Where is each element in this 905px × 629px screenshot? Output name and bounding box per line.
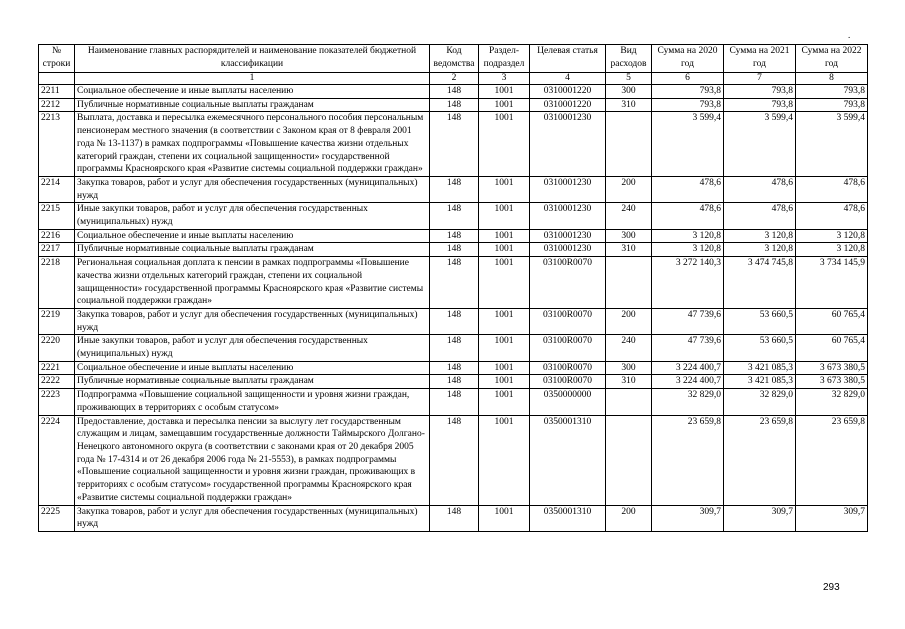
header-expense-type: Вид расходов (606, 45, 652, 73)
sum-2020: 793,8 (652, 85, 724, 99)
section-code: 1001 (479, 112, 530, 177)
expense-type-code: 200 (606, 176, 652, 202)
target-item-code: 03100R0070 (530, 361, 606, 375)
sum-2022: 478,6 (796, 176, 868, 202)
expense-type-code: 200 (606, 505, 652, 531)
target-item-code: 0310001230 (530, 229, 606, 243)
row-number: 2222 (39, 375, 75, 389)
column-number: 2 (430, 73, 479, 85)
section-code: 1001 (479, 335, 530, 361)
section-code: 1001 (479, 415, 530, 505)
section-code: 1001 (479, 375, 530, 389)
row-number: 2223 (39, 389, 75, 415)
header-name: Наименование главных распорядителей и наименование показателей бюджетной классификации (75, 45, 430, 73)
department-code: 148 (430, 389, 479, 415)
row-number: 2211 (39, 85, 75, 99)
department-code: 148 (430, 375, 479, 389)
section-code: 1001 (479, 243, 530, 257)
row-name: Закупка товаров, работ и услуг для обеспечения государственных (муниципальных) нужд (75, 308, 430, 334)
row-number: 2221 (39, 361, 75, 375)
section-code: 1001 (479, 389, 530, 415)
column-number: 3 (479, 73, 530, 85)
column-number: 4 (530, 73, 606, 85)
sum-2020: 32 829,0 (652, 389, 724, 415)
target-item-code: 03100R0070 (530, 308, 606, 334)
sum-2021: 53 660,5 (724, 335, 796, 361)
table-row (39, 176, 868, 202)
table-row (39, 98, 868, 112)
expense-type-code: 310 (606, 243, 652, 257)
department-code: 148 (430, 415, 479, 505)
expense-type-code: 240 (606, 335, 652, 361)
column-number: 7 (724, 73, 796, 85)
sum-2020: 309,7 (652, 505, 724, 531)
section-code: 1001 (479, 176, 530, 202)
department-code: 148 (430, 505, 479, 531)
expense-type-code: 240 (606, 203, 652, 229)
section-code: 1001 (479, 308, 530, 334)
sum-2021: 3 120,8 (724, 243, 796, 257)
table-row (39, 203, 868, 229)
expense-type-code (606, 389, 652, 415)
sum-2021: 3 599,4 (724, 112, 796, 177)
row-number: 2217 (39, 243, 75, 257)
column-number: 1 (75, 73, 430, 85)
header-target-item: Целевая статья (530, 45, 606, 73)
target-item-code: 0310001230 (530, 176, 606, 202)
sum-2020: 47 739,6 (652, 335, 724, 361)
table-row (39, 335, 868, 361)
expense-type-code: 300 (606, 361, 652, 375)
department-code: 148 (430, 243, 479, 257)
sum-2021: 309,7 (724, 505, 796, 531)
sum-2021: 3 120,8 (724, 229, 796, 243)
column-number-row (39, 73, 868, 85)
sum-2021: 23 659,8 (724, 415, 796, 505)
section-code: 1001 (479, 257, 530, 309)
row-name: Социальное обеспечение и иные выплаты населению (75, 229, 430, 243)
sum-2022: 3 673 380,5 (796, 375, 868, 389)
target-item-code: 03100R0070 (530, 257, 606, 309)
department-code: 148 (430, 361, 479, 375)
department-code: 148 (430, 176, 479, 202)
department-code: 148 (430, 112, 479, 177)
table-row (39, 243, 868, 257)
header-sum-2022: Сумма на 2022 год (796, 45, 868, 73)
section-code: 1001 (479, 361, 530, 375)
sum-2021: 53 660,5 (724, 308, 796, 334)
department-code: 148 (430, 85, 479, 99)
target-item-code: 0350001310 (530, 505, 606, 531)
row-number: 2212 (39, 98, 75, 112)
sum-2020: 3 120,8 (652, 229, 724, 243)
sum-2021: 3 421 085,3 (724, 361, 796, 375)
sum-2021: 478,6 (724, 203, 796, 229)
row-name: Публичные нормативные социальные выплаты гражданам (75, 243, 430, 257)
row-number: 2224 (39, 415, 75, 505)
column-number: 6 (652, 73, 724, 85)
table-body (39, 85, 868, 532)
row-number: 2215 (39, 203, 75, 229)
header-sum-2021: Сумма на 2021 год (724, 45, 796, 73)
budget-table (38, 44, 868, 532)
department-code: 148 (430, 229, 479, 243)
row-number: 2225 (39, 505, 75, 531)
department-code: 148 (430, 257, 479, 309)
expense-type-code: 300 (606, 229, 652, 243)
table-row (39, 85, 868, 99)
sum-2021: 478,6 (724, 176, 796, 202)
target-item-code: 0310001220 (530, 98, 606, 112)
sum-2022: 793,8 (796, 85, 868, 99)
expense-type-code (606, 112, 652, 177)
sum-2020: 3 224 400,7 (652, 361, 724, 375)
expense-type-code: 200 (606, 308, 652, 334)
expense-type-code: 310 (606, 98, 652, 112)
header-section: Раздел-подраздел (479, 45, 530, 73)
table-header-row (39, 45, 868, 73)
row-name: Публичные нормативные социальные выплаты гражданам (75, 98, 430, 112)
row-number: 2220 (39, 335, 75, 361)
table-row (39, 229, 868, 243)
sum-2020: 3 224 400,7 (652, 375, 724, 389)
sum-2022: 478,6 (796, 203, 868, 229)
header-department-code: Код ведомства (430, 45, 479, 73)
sum-2020: 3 272 140,3 (652, 257, 724, 309)
target-item-code: 0310001230 (530, 203, 606, 229)
target-item-code: 0310001220 (530, 85, 606, 99)
expense-type-code (606, 415, 652, 505)
header-row-number: № строки (39, 45, 75, 73)
sum-2022: 793,8 (796, 98, 868, 112)
expense-type-code: 300 (606, 85, 652, 99)
sum-2022: 23 659,8 (796, 415, 868, 505)
sum-2020: 478,6 (652, 176, 724, 202)
sum-2021: 32 829,0 (724, 389, 796, 415)
corner-dot: . (848, 30, 851, 40)
row-number: 2216 (39, 229, 75, 243)
target-item-code: 0350001310 (530, 415, 606, 505)
row-name: Выплата, доставка и пересылка ежемесячного персонального пособия персональным пенсионерам местного значения (в соответствии с Законом края от 8 февраля 2001 года № 13-1137) в рамках подпрограммы «Повышение качества жизни отдельных категорий граждан, степени их социальной защищенности» государственной программы Красноярского края «Развитие системы социальной поддержки граждан» (75, 112, 430, 177)
row-number: 2218 (39, 257, 75, 309)
column-number (39, 73, 75, 85)
sum-2022: 32 829,0 (796, 389, 868, 415)
table-row (39, 375, 868, 389)
row-name: Социальное обеспечение и иные выплаты населению (75, 361, 430, 375)
section-code: 1001 (479, 229, 530, 243)
sum-2020: 3 120,8 (652, 243, 724, 257)
sum-2020: 23 659,8 (652, 415, 724, 505)
table-row (39, 389, 868, 415)
row-name: Иные закупки товаров, работ и услуг для обеспечения государственных (муниципальных) нужд (75, 203, 430, 229)
table-row (39, 415, 868, 505)
sum-2020: 478,6 (652, 203, 724, 229)
sum-2022: 3 673 380,5 (796, 361, 868, 375)
row-name: Подпрограмма «Повышение социальной защищенности и уровня жизни граждан, проживающих в территориях с особым статусом» (75, 389, 430, 415)
section-code: 1001 (479, 98, 530, 112)
sum-2022: 60 765,4 (796, 308, 868, 334)
sum-2021: 793,8 (724, 85, 796, 99)
sum-2020: 47 739,6 (652, 308, 724, 334)
page-number: 293 (823, 582, 840, 593)
header-sum-2020: Сумма на 2020 год (652, 45, 724, 73)
row-name: Закупка товаров, работ и услуг для обеспечения государственных (муниципальных) нужд (75, 176, 430, 202)
department-code: 148 (430, 203, 479, 229)
sum-2022: 309,7 (796, 505, 868, 531)
sum-2022: 60 765,4 (796, 335, 868, 361)
table-row (39, 257, 868, 309)
section-code: 1001 (479, 505, 530, 531)
department-code: 148 (430, 308, 479, 334)
sum-2021: 3 474 745,8 (724, 257, 796, 309)
column-number: 8 (796, 73, 868, 85)
sum-2022: 3 734 145,9 (796, 257, 868, 309)
row-name: Предоставление, доставка и пересылка пенсии за выслугу лет государственным служащим и лицам, замещавшим государственные должности Таймырского Долгано-Ненецкого автономного округа (в соответствии с законами края от 20 декабря 2005 года № 17-4314 и от 26 декабря 2006 года № 21-5553), в рамках подпрограммы «Повышение социальной защищенности и уровня жизни граждан, проживающих в территориях с особым статусом» государственной программы Красноярского края «Развитие системы социальной поддержки граждан» (75, 415, 430, 505)
table-row (39, 505, 868, 531)
column-number: 5 (606, 73, 652, 85)
sum-2020: 793,8 (652, 98, 724, 112)
sum-2022: 3 599,4 (796, 112, 868, 177)
sum-2021: 3 421 085,3 (724, 375, 796, 389)
row-name: Публичные нормативные социальные выплаты гражданам (75, 375, 430, 389)
target-item-code: 0350000000 (530, 389, 606, 415)
table-row (39, 361, 868, 375)
row-number: 2214 (39, 176, 75, 202)
expense-type-code: 310 (606, 375, 652, 389)
table-row (39, 308, 868, 334)
row-number: 2213 (39, 112, 75, 177)
row-name: Региональная социальная доплата к пенсии в рамках подпрограммы «Повышение качества жизни отдельных категорий граждан, степени их социальной защищенности» государственной программы Красноярского края «Развитие системы социальной поддержки граждан» (75, 257, 430, 309)
row-number: 2219 (39, 308, 75, 334)
expense-type-code (606, 257, 652, 309)
row-name: Социальное обеспечение и иные выплаты населению (75, 85, 430, 99)
section-code: 1001 (479, 85, 530, 99)
department-code: 148 (430, 98, 479, 112)
department-code: 148 (430, 335, 479, 361)
target-item-code: 0310001230 (530, 243, 606, 257)
sum-2022: 3 120,8 (796, 243, 868, 257)
table-row (39, 112, 868, 177)
row-name: Иные закупки товаров, работ и услуг для обеспечения государственных (муниципальных) нужд (75, 335, 430, 361)
section-code: 1001 (479, 203, 530, 229)
target-item-code: 0310001230 (530, 112, 606, 177)
sum-2022: 3 120,8 (796, 229, 868, 243)
sum-2021: 793,8 (724, 98, 796, 112)
target-item-code: 03100R0070 (530, 335, 606, 361)
sum-2020: 3 599,4 (652, 112, 724, 177)
row-name: Закупка товаров, работ и услуг для обеспечения государственных (муниципальных) нужд (75, 505, 430, 531)
target-item-code: 03100R0070 (530, 375, 606, 389)
